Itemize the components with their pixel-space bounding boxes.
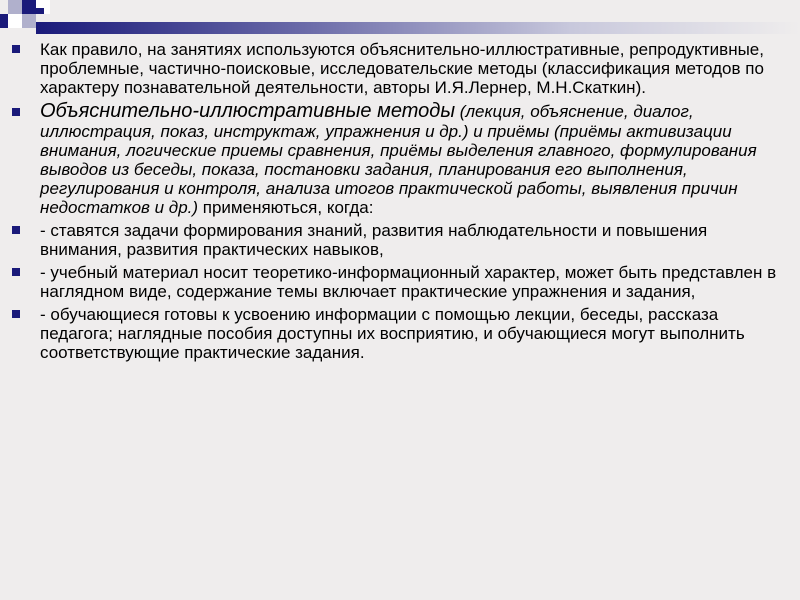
paragraph-text: - ставятся задачи формирования знаний, развития наблюдательности и повышения внимания, развития практических навыков, (40, 221, 708, 259)
deco-square (8, 14, 22, 28)
deco-square (0, 14, 8, 28)
bullet-icon (12, 45, 20, 53)
list-item (10, 305, 785, 362)
bullet-icon (12, 310, 20, 318)
paragraph-text: - обучающиеся готовы к усвоению информации с помощью лекции, беседы, рассказа педагога; наглядные пособия доступны их восприятию, и обучающиеся могут выполнить соответствующие практические задания. (40, 305, 745, 362)
slide-content (10, 40, 785, 366)
deco-square (22, 0, 36, 14)
list-item (10, 263, 785, 301)
list-item (10, 221, 785, 259)
paragraph-text: Как правило, на занятиях используются объяснительно-иллюстративные, репродуктивные, проблемные, частично-поисковые, исследовательские методы (классификация методов по характеру познавательной деятельности, авторы И.Я.Лернер, М.Н.Скаткин). (40, 40, 764, 97)
bullet-icon (12, 226, 20, 234)
bullet-icon (12, 268, 20, 276)
list-item (10, 101, 785, 217)
methods-heading: Объяснительно-иллюстративные методы (40, 100, 456, 122)
list-item (10, 40, 785, 97)
paragraph-text: - учебный материал носит теоретико-информационный характер, может быть представлен в наглядном виде, содержание темы включает практические упражнения и задания, (40, 263, 777, 301)
deco-square (22, 14, 36, 28)
bullet-icon (12, 108, 20, 116)
methods-details: (лекция, объяснение, диалог, иллюстрация, показ, инструктаж, упражнения и др.) и приёмы (приёмы активизации внимания, логические приемы сравнения, приёмы выделения главного, формулирования выводов из беседы, показа, постановки задания, планирования его выполнения, регулирования и контроля, анализа итогов практической работы, выявления причин недостатков и др.) (40, 102, 757, 217)
deco-square (36, 8, 44, 14)
methods-tail: применяються, когда: (198, 198, 374, 217)
header-gradient-bar (36, 22, 800, 34)
deco-square (8, 0, 22, 14)
